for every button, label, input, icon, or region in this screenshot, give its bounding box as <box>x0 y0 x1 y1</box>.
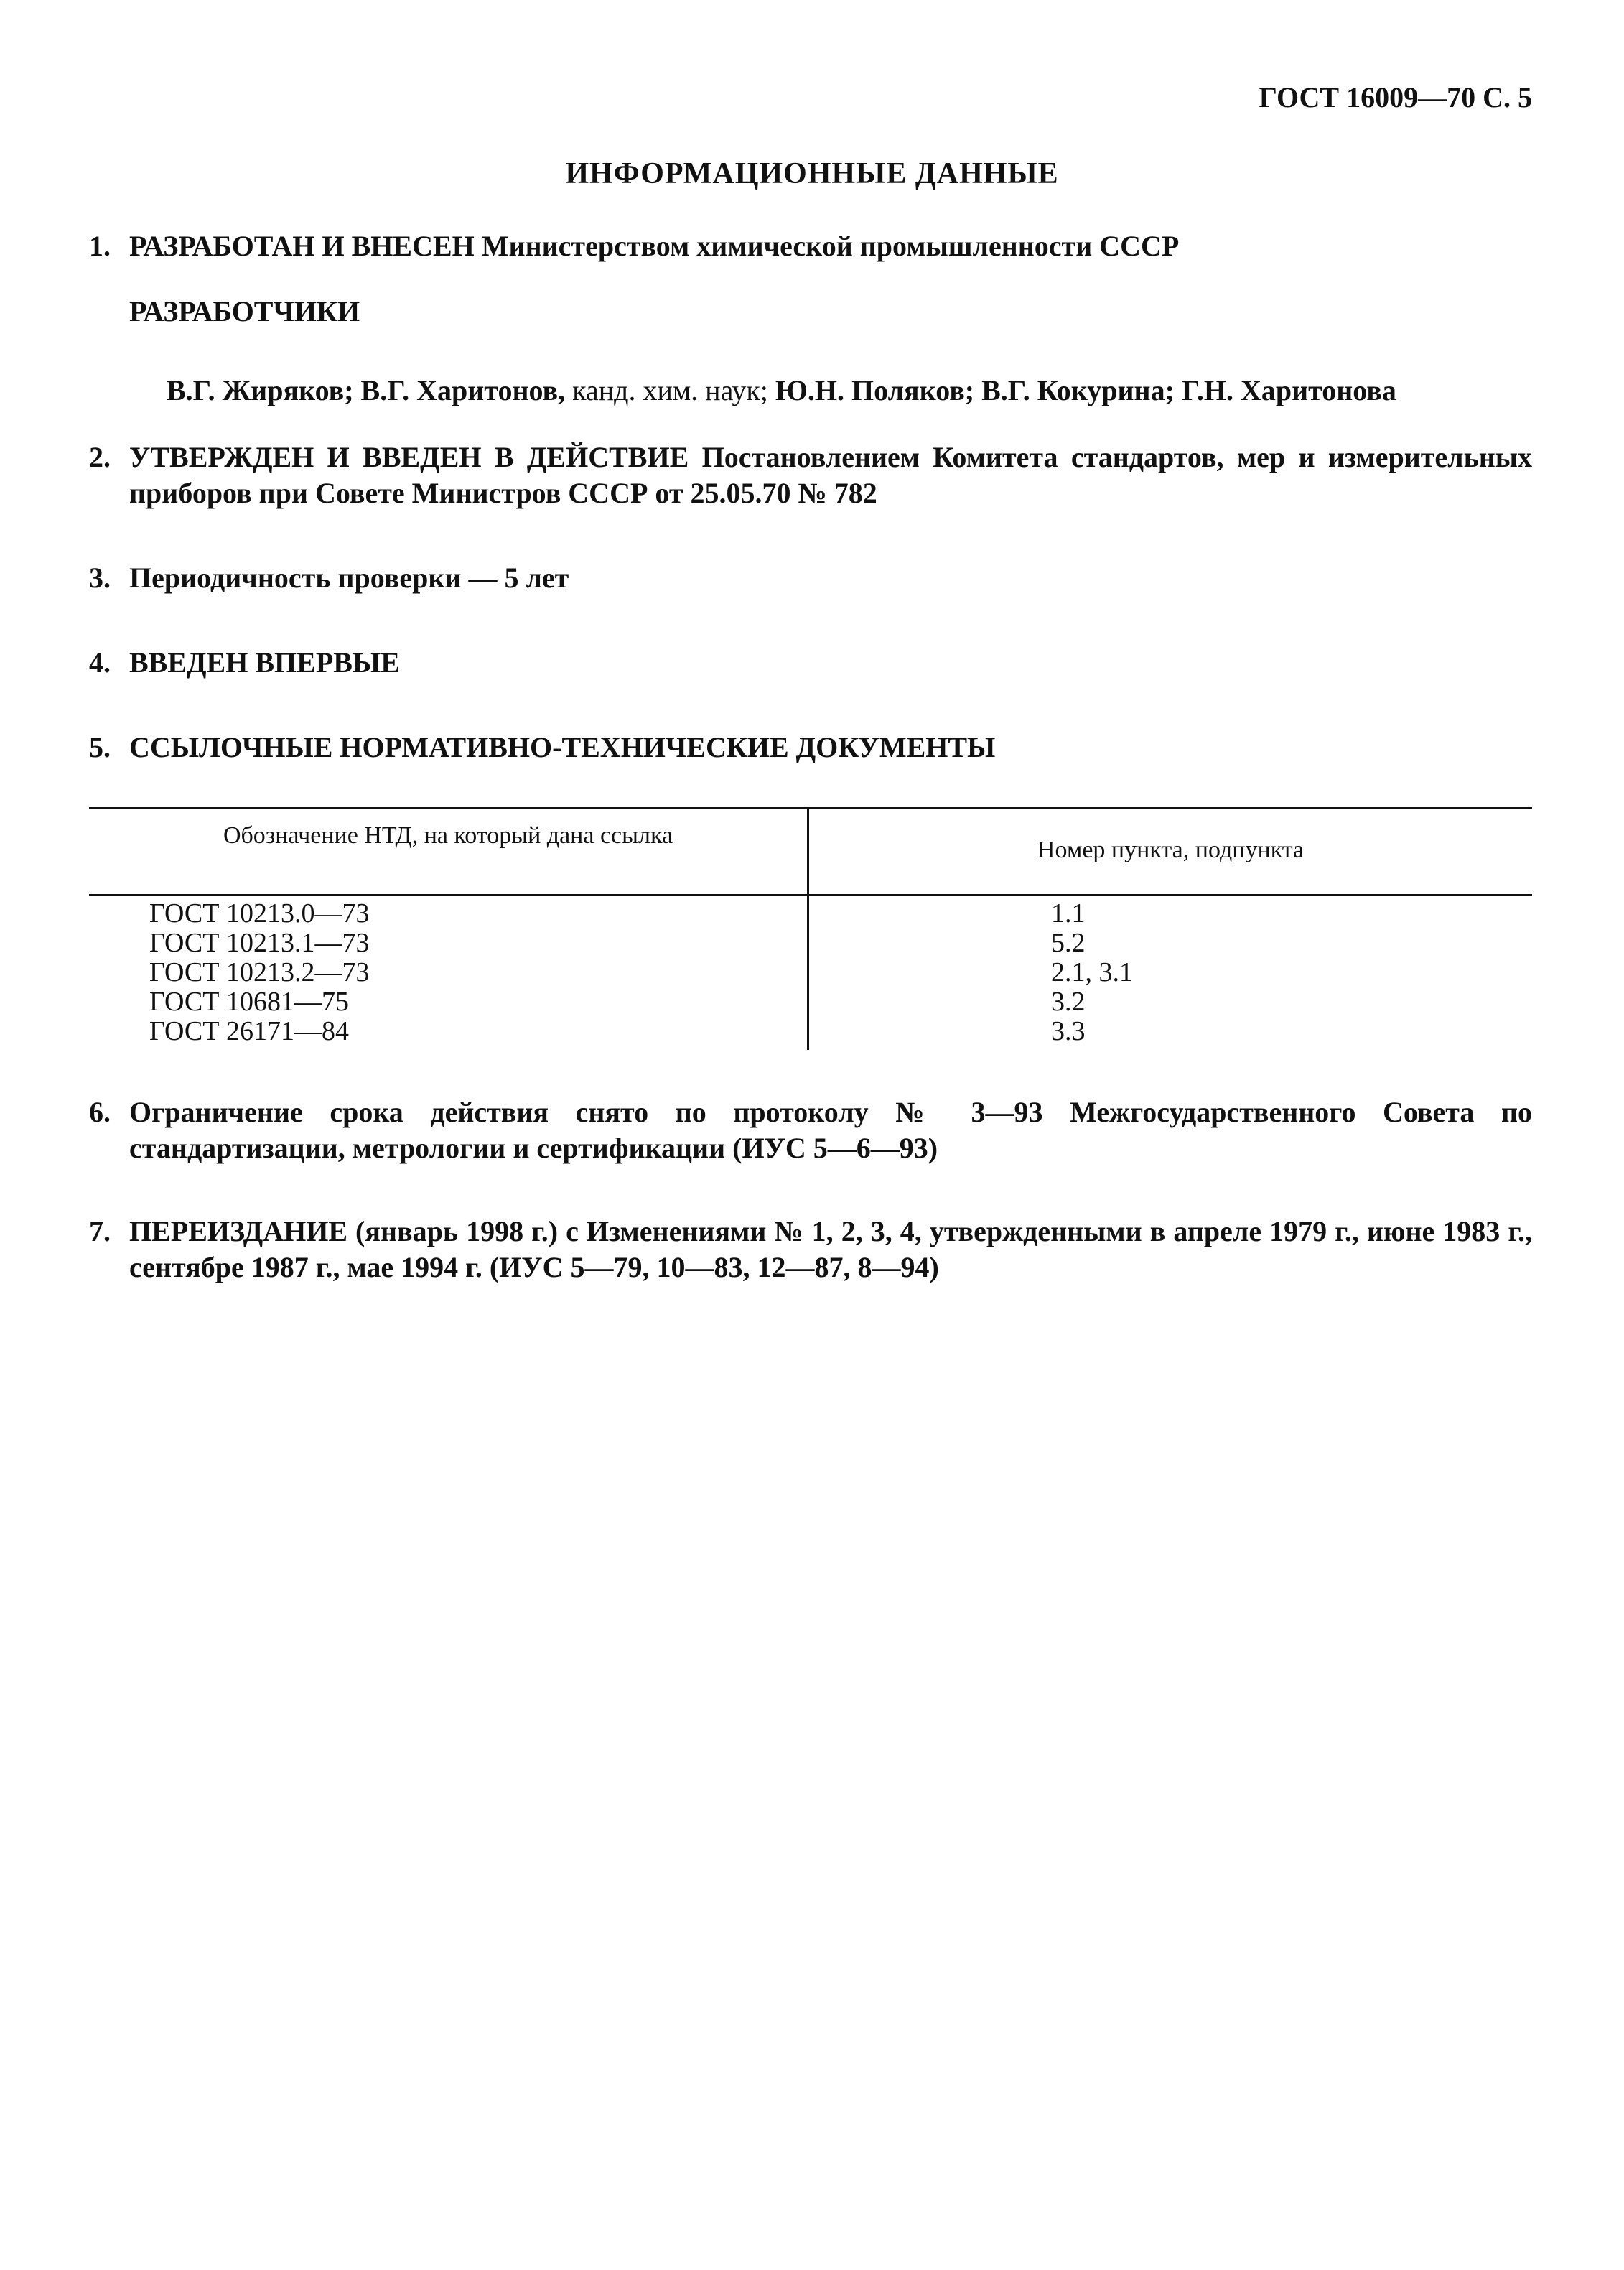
table-cell-clause: 2.1, 3.1 <box>1051 957 1133 987</box>
info-item-3 <box>89 560 1532 596</box>
item-text: ПЕРЕИЗДАНИЕ (январь 1998 г.) с Изменениями № 1, 2, 3, 4, утвержденными в апреле 1979 г., июне 1983 г., сентябре 1987 г., мае 1994 г. (ИУС 5—79, 10—83, 12—87, 8—94) <box>129 1215 1532 1283</box>
item-lead: РАЗРАБОТАН И ВНЕСЕН <box>129 230 475 262</box>
info-item-2 <box>89 439 1532 511</box>
table-cell-clause: 3.3 <box>1051 1016 1086 1046</box>
info-item-7 <box>89 1214 1532 1285</box>
info-item-6 <box>89 1094 1532 1166</box>
item-rest: Министерством химической промышленности СССР <box>474 230 1180 262</box>
item-text <box>129 228 1532 264</box>
item-text: ВВЕДЕН ВПЕРВЫЕ <box>129 646 400 679</box>
table-header-rule <box>89 894 1532 896</box>
item-number: 1. <box>89 230 111 262</box>
page-title: ИНФОРМАЦИОННЫЕ ДАННЫЕ <box>565 157 1059 190</box>
item-text <box>129 439 1532 511</box>
table-cell-document: ГОСТ 10213.2—73 <box>149 957 370 987</box>
table-header-clause: Номер пункта, подпункта <box>1037 837 1305 863</box>
table-cell-document: ГОСТ 10681—75 <box>149 987 349 1017</box>
table-cell-document: ГОСТ 26171—84 <box>149 1016 349 1046</box>
reference-documents-table <box>89 807 1532 1050</box>
item-text: Ограничение срока действия снято по протоколу № 3—93 Межгосударственного Совета по стандартизации, метрологии и сертификации (ИУС 5—6—93) <box>129 1096 1532 1164</box>
info-item-5 <box>89 730 1532 766</box>
developers-part-1: В.Г. Жиряков; В.Г. Харитонов, <box>167 374 566 406</box>
table-cell-document: ГОСТ 10213.1—73 <box>149 928 370 958</box>
table-cell-clause: 3.2 <box>1051 987 1086 1017</box>
item-number: 4. <box>89 646 111 679</box>
item-lead: УТВЕРЖДЕН И ВВЕДЕН В ДЕЙСТВИЕ <box>129 441 689 473</box>
info-item-4 <box>89 645 1532 681</box>
item-text: ССЫЛОЧНЫЕ НОРМАТИВНО-ТЕХНИЧЕСКИЕ ДОКУМЕНТЫ <box>129 731 996 763</box>
table-header-document: Обозначение НТД, на который дана ссылка <box>223 822 673 849</box>
table-column-documents <box>149 899 795 1046</box>
developers-part-2: Ю.Н. Поляков; В.Г. Кокурина; Г.Н. Харитонова <box>775 374 1396 406</box>
item-number: 3. <box>89 562 111 594</box>
table-cell-clause: 1.1 <box>1051 898 1086 929</box>
item-number: 2. <box>89 441 111 473</box>
document-code-header: ГОСТ 16009—70 С. 5 <box>1259 81 1532 113</box>
table-top-rule <box>89 807 1532 809</box>
developers-degree: канд. хим. наук; <box>565 374 775 406</box>
table-column-clauses <box>1051 899 1511 1046</box>
item-number: 6. <box>89 1096 111 1128</box>
table-cell-document: ГОСТ 10213.0—73 <box>149 898 370 929</box>
item-text: Периодичность проверки — 5 лет <box>129 562 569 594</box>
developers-label: РАЗРАБОТЧИКИ <box>129 295 360 327</box>
item-number: 5. <box>89 731 111 763</box>
table-cell-clause: 5.2 <box>1051 928 1086 958</box>
item-rest: Постановлением Комитета стандартов, мер и измерительных приборов при Совете Министров СССР от 25.05.70 № 782 <box>129 441 1533 509</box>
info-item-1 <box>89 228 1532 264</box>
item-number: 7. <box>89 1215 111 1247</box>
developers-names <box>167 373 1396 407</box>
